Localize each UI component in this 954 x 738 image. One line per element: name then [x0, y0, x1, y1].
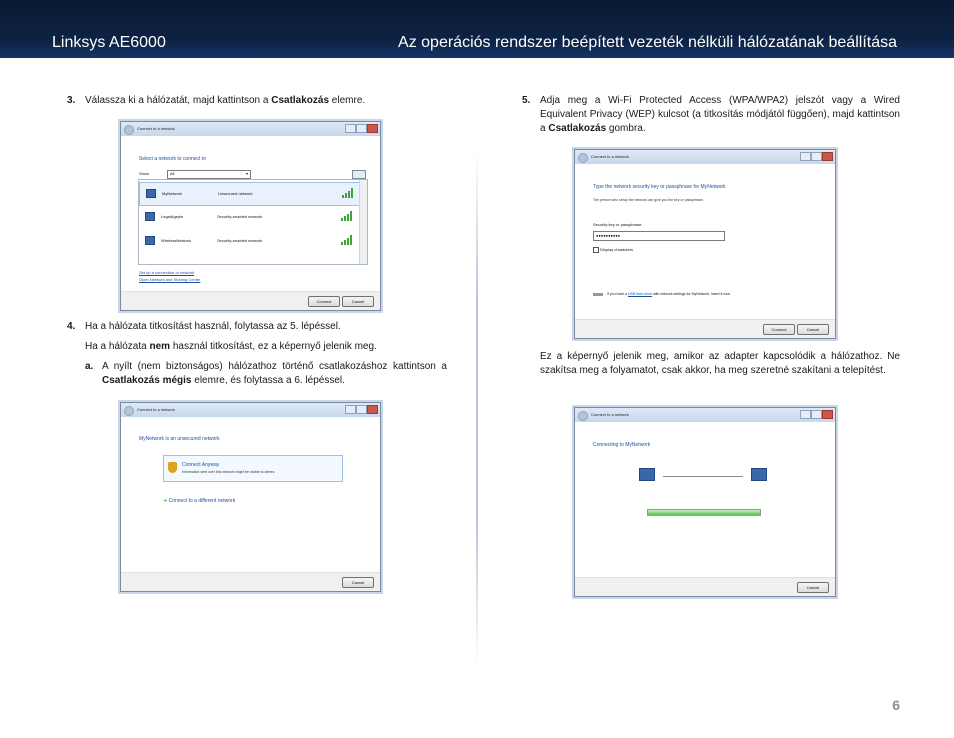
- page-title: Az operációs rendszer beépített vezeték nélküli hálózatának beállítása: [398, 34, 897, 51]
- show-select[interactable]: All ▾: [167, 170, 251, 179]
- title-bar: [575, 150, 835, 164]
- page-header: [0, 0, 954, 58]
- connect-anyway-option[interactable]: Connect Anyway Information sent over this network might be visible to others.: [163, 455, 343, 482]
- dialog-title: Connect to a network: [137, 407, 175, 412]
- sharing-center-link[interactable]: Open Network and Sharing Center: [139, 277, 201, 282]
- page-number: 6: [892, 697, 900, 713]
- connect-button[interactable]: Connect: [763, 324, 795, 335]
- minimize-icon[interactable]: [345, 405, 356, 414]
- green-arrow-icon: ➜: [163, 498, 168, 504]
- security-key-input[interactable]: ●●●●●●●●●●: [593, 231, 725, 241]
- shield-warning-icon: [168, 462, 177, 473]
- refresh-button[interactable]: [352, 170, 366, 179]
- back-arrow-icon[interactable]: [124, 125, 134, 135]
- connect-different-network[interactable]: ➜ Connect to a different network: [163, 498, 236, 504]
- step-text: Adja meg a Wi-Fi Protected Access (WPA/WPA2) jelszót vagy a Wired Equivalent Privacy (WEP) kulcsot (a titkosítás módjától függően), majd kattintson a Csatlakozás gombra.: [540, 95, 900, 134]
- list-item[interactable]: WirelessNetwork Security-enabled network: [139, 230, 359, 252]
- title-bar: [575, 408, 835, 422]
- scrollbar[interactable]: [359, 180, 367, 264]
- checkbox-icon: [593, 247, 599, 253]
- security-key-dialog: [574, 149, 836, 339]
- connect-button[interactable]: Connect: [308, 296, 340, 307]
- dialog-title: Connect to a network: [591, 412, 629, 417]
- network-icon: [145, 212, 155, 221]
- signal-strength-icon: [341, 235, 353, 245]
- maximize-icon[interactable]: [356, 124, 367, 133]
- key-label: Security key or passphrase:: [593, 222, 643, 227]
- dialog-footer: [575, 577, 835, 596]
- show-label: Show: [139, 171, 150, 176]
- step-5: [522, 94, 900, 136]
- unsecured-network-dialog: [120, 402, 381, 592]
- cancel-button[interactable]: Cancel: [797, 582, 829, 593]
- dialog-title: Connect to a network: [137, 126, 175, 131]
- cancel-button[interactable]: Cancel: [797, 324, 829, 335]
- title-bar: [121, 122, 380, 136]
- step-text: Ha a hálózata titkosítást használ, folytassa az 5. lépéssel.: [85, 321, 341, 332]
- dialog-footer: [575, 319, 835, 338]
- dialog-heading: Connecting to MyNetwork: [593, 442, 651, 448]
- usb-hint: If you have a USB flash drive with network settings for MyNetwork, insert it now.: [593, 292, 731, 296]
- minimize-icon[interactable]: [800, 152, 811, 161]
- cancel-button[interactable]: Cancel: [342, 577, 374, 588]
- minimize-icon[interactable]: [345, 124, 356, 133]
- back-arrow-icon[interactable]: [578, 153, 588, 163]
- back-arrow-icon[interactable]: [578, 411, 588, 421]
- product-name: Linksys AE6000: [52, 34, 166, 51]
- list-item[interactable]: MyNetwork Unsecured network: [139, 182, 361, 206]
- network-icon: [751, 468, 767, 481]
- close-icon[interactable]: [367, 124, 378, 133]
- step-number: 5.: [522, 95, 531, 106]
- usb-link[interactable]: USB flash drive: [628, 292, 653, 296]
- close-icon[interactable]: [822, 410, 833, 419]
- connection-line: [663, 476, 743, 477]
- dialog-subtext: The person who setup the network can give you the key or passphrase.: [593, 198, 704, 202]
- network-list: [138, 179, 368, 265]
- network-icon: [146, 189, 156, 198]
- dialog-heading: MyNetwork is an unsecured network: [139, 436, 220, 442]
- progress-bar: [647, 509, 761, 516]
- step-text: Válassza ki a hálózatát, majd kattintson a Csatlakozás elemre.: [85, 95, 366, 106]
- maximize-icon[interactable]: [811, 410, 822, 419]
- note-paragraph: Ez a képernyő jelenik meg, amikor az adapter kapcsolódik a hálózathoz. Ne szakítsa meg a folyamatot, csak akkor, ha meg szeretné szakítani a telepítést.: [540, 351, 900, 376]
- step-number: 4.: [67, 321, 76, 332]
- signal-strength-icon: [341, 211, 353, 221]
- title-bar: [121, 403, 380, 417]
- step-number: 3.: [67, 95, 76, 106]
- column-divider: [476, 150, 478, 670]
- close-icon[interactable]: [822, 152, 833, 161]
- maximize-icon[interactable]: [811, 152, 822, 161]
- close-icon[interactable]: [367, 405, 378, 414]
- dialog-title: Connect to a network: [591, 154, 629, 159]
- usb-drive-icon: [593, 293, 603, 296]
- network-icon: [145, 236, 155, 245]
- display-characters-checkbox[interactable]: Display characters: [593, 247, 633, 253]
- computer-icon: [639, 468, 655, 481]
- cancel-button[interactable]: Cancel: [342, 296, 374, 307]
- step-text: Ha a hálózata nem használ titkosítást, ez a képernyő jelenik meg.: [85, 341, 377, 352]
- setup-connection-link[interactable]: Set up a connection or network: [139, 270, 195, 275]
- sub-step-a: a. A nyílt (nem biztonságos) hálózathoz történő csatlakozáshoz kattintson a Csatlakozás mégis elemre, és folytassa a 6. lépéssel.: [85, 361, 447, 386]
- chevron-down-icon: ▾: [245, 171, 248, 176]
- step-3: [67, 94, 447, 108]
- dialog-footer: [121, 572, 380, 591]
- list-item[interactable]: LegalAgeple Security-enabled network: [139, 206, 359, 228]
- dialog-heading: Select a network to connect to: [139, 156, 206, 162]
- connecting-dialog: [574, 407, 836, 597]
- minimize-icon[interactable]: [800, 410, 811, 419]
- dialog-footer: [121, 291, 380, 310]
- maximize-icon[interactable]: [356, 405, 367, 414]
- signal-strength-icon: [342, 188, 354, 198]
- step-4: [67, 320, 447, 388]
- dialog-heading: Type the network security key or passphrase for MyNetwork: [593, 184, 726, 190]
- select-network-dialog: [120, 121, 381, 311]
- back-arrow-icon[interactable]: [124, 406, 134, 416]
